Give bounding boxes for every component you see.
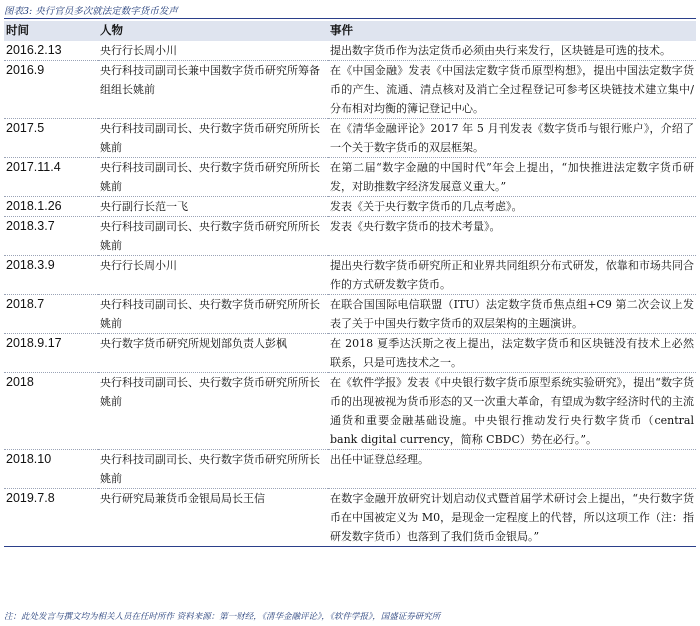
row-event: 在《中国金融》发表《中国法定数字货币原型构想》，提出中国法定数字货币的产生、流通、清点核对及消亡全过程登记可参考区块链技术建立集中/分布相对均衡的簿记登记中心。 <box>330 64 694 115</box>
row-person: 央行科技司副司长、央行数字货币研究所所长姚前 <box>100 220 320 252</box>
row-person: 央行研究局兼货币金银局局长王信 <box>100 492 265 505</box>
row-person: 央行行长周小川 <box>100 44 177 57</box>
table-row <box>4 256 696 295</box>
row-event: 在联合国国际电信联盟（ITU）法定数字货币焦点组+C9 第二次会议上发表了关于中国央行数字货币的双层架构的主题演讲。 <box>330 298 694 330</box>
row-time: 2018.3.7 <box>6 219 55 233</box>
row-time: 2018.9.17 <box>6 336 62 350</box>
row-event: 发表《央行数字货币的技术考量》。 <box>330 220 501 233</box>
row-event: 在《软件学报》发表《中央银行数字货币原型系统实验研究》，提出“数字货币的出现被视为货币形态的又一次重大革命，有望成为数字经济时代的主流通货和重要金融基础设施。中央银行推动发行央行数字货币（central bank digital currency，简称 CBDC）势在必行。”。 <box>330 376 694 446</box>
row-time: 2018.7 <box>6 297 45 311</box>
header-event: 事件 <box>330 23 353 37</box>
table-row <box>4 61 696 119</box>
header-person: 人物 <box>100 23 123 37</box>
row-person: 央行科技司副司长兼中国数字货币研究所筹备组组长姚前 <box>100 64 320 96</box>
top-rule <box>4 18 696 19</box>
table-row <box>4 295 696 334</box>
row-time: 2016.9 <box>6 63 45 77</box>
table-row <box>4 119 696 158</box>
row-time: 2017.5 <box>6 121 45 135</box>
row-time: 2017.11.4 <box>6 160 61 174</box>
row-event: 在 2018 夏季达沃斯之夜上提出，法定数字货币和区块链没有技术上必然联系，只是可选技术之一。 <box>330 337 694 369</box>
table-row <box>4 158 696 197</box>
events-table <box>4 21 696 547</box>
row-person: 央行科技司副司长、央行数字货币研究所所长姚前 <box>100 453 320 485</box>
row-time: 2018.1.26 <box>6 199 62 213</box>
row-person: 央行科技司副司长、央行数字货币研究所所长姚前 <box>100 122 320 154</box>
row-event: 发表《关于央行数字货币的几点考虑》。 <box>330 200 523 213</box>
figure-caption: 图表3: 央行官员多次就法定数字货币发声 <box>4 6 178 17</box>
row-time: 2018.3.9 <box>6 258 55 272</box>
row-person: 央行副行长范一飞 <box>100 200 188 213</box>
row-event: 在第二届“数字金融的中国时代”年会上提出，“加快推进法定数字货币研发，对助推数字经济发展意义重大。” <box>330 161 694 193</box>
table-row <box>4 373 696 450</box>
header-time: 时间 <box>6 23 29 37</box>
table-row <box>4 197 696 217</box>
row-event: 出任中证登总经理。 <box>330 453 429 466</box>
row-time: 2018.10 <box>6 452 52 466</box>
row-event: 提出数字货币作为法定货币必须由央行来发行，区块链是可选的技术。 <box>330 44 671 57</box>
table-row <box>4 334 696 373</box>
row-person: 央行行长周小川 <box>100 259 177 272</box>
row-person: 央行科技司副司长、央行数字货币研究所所长姚前 <box>100 161 320 193</box>
table-row <box>4 450 696 489</box>
row-event: 提出央行数字货币研究所正和业界共同组织分布式研发，依靠和市场共同合作的方式研发数字货币。 <box>330 259 694 291</box>
row-event: 在数字金融开放研究计划启动仪式暨首届学术研讨会上提出，“央行数字货币在中国被定义为 M0，是现金一定程度上的代替，所以这项工作（注：指研发数字货币）也落到了我们货币金银局。” <box>330 492 694 543</box>
source-note: 注：此处发言与撰文均为相关人员在任时所作 资料来源：第一财经，《清华金融评论》，《软件学报》，国盛证券研究所 <box>4 612 441 622</box>
row-time: 2018 <box>6 375 34 389</box>
row-person: 央行数字货币研究所规划部负责人彭枫 <box>100 337 287 350</box>
table-row <box>4 489 696 547</box>
table-row <box>4 217 696 256</box>
row-event: 在《清华金融评论》2017 年 5 月刊发表《数字货币与银行账户》，介绍了一个关于数字货币的双层框架。 <box>330 122 694 154</box>
table-header-row <box>4 21 696 41</box>
table-row <box>4 41 696 61</box>
row-time: 2019.7.8 <box>6 491 55 505</box>
row-time: 2016.2.13 <box>6 43 62 57</box>
row-person: 央行科技司副司长、央行数字货币研究所所长姚前 <box>100 376 320 408</box>
row-person: 央行科技司副司长、央行数字货币研究所所长姚前 <box>100 298 320 330</box>
